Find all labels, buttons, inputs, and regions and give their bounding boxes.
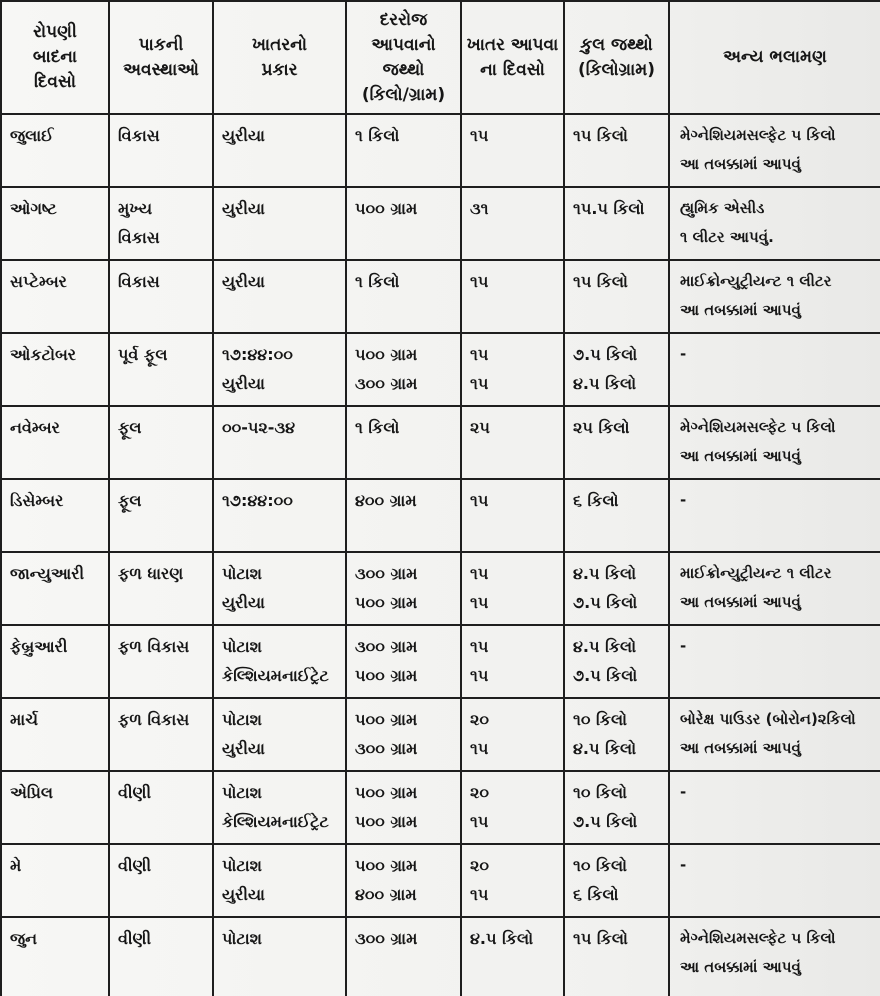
cell-days: ૧૫ [461, 260, 564, 333]
cell-fertilizer: યુરીયા [213, 187, 346, 260]
cell-stage: ફૂલ [109, 479, 213, 552]
cell-note: - [669, 479, 880, 552]
cell-daily-qty: ૩૦૦ ગ્રામ ૫૦૦ ગ્રામ [346, 552, 461, 625]
cell-month: ડિસેમ્બર [1, 479, 109, 552]
cell-days: ૨૦ ૧૫ [461, 698, 564, 771]
header-other-recommendation: અન્ય ભલામણ [669, 1, 880, 114]
header-crop-stage: પાકની અવસ્થાઓ [109, 1, 213, 114]
cell-total: ૧૫ કિલો [564, 917, 669, 996]
table-row [1, 625, 880, 698]
cell-total: ૧૫ કિલો [564, 260, 669, 333]
cell-total: ૪.૫ કિલો ૭.૫ કિલો [564, 625, 669, 698]
table-row [1, 187, 880, 260]
cell-days: ૩૧ [461, 187, 564, 260]
table-row [1, 479, 880, 552]
cell-stage: વીણી [109, 771, 213, 844]
cell-fertilizer: ૧૭:૪૪:૦૦ [213, 479, 346, 552]
cell-stage: પૂર્વ ફૂલ [109, 333, 213, 406]
cell-month: નવેમ્બર [1, 406, 109, 479]
cell-fertilizer: યુરીયા [213, 260, 346, 333]
cell-stage: વીણી [109, 844, 213, 917]
cell-days: ૨૦ ૧૫ [461, 771, 564, 844]
cell-fertilizer: પોટાશ યુરીયા [213, 844, 346, 917]
cell-month: સપ્ટેમ્બર [1, 260, 109, 333]
cell-month: ઓગષ્ટ [1, 187, 109, 260]
cell-note: બોરેક્ષ પાઉડર (બોરોન)૨કિલો આ તબક્કામાં આપવું [669, 698, 880, 771]
table-row [1, 114, 880, 187]
cell-note: માઈક્રોન્યુટ્રીયન્ટ ૧ લીટર આ તબક્કામાં આપવું [669, 552, 880, 625]
cell-stage: ફળ ધારણ [109, 552, 213, 625]
cell-note: માઈક્રોન્યુટ્રીયન્ટ ૧ લીટર આ તબક્કામાં આપવું [669, 260, 880, 333]
cell-stage: ફળ વિકાસ [109, 625, 213, 698]
cell-note: - [669, 625, 880, 698]
cell-daily-qty: ૫૦૦ ગ્રામ [346, 187, 461, 260]
cell-fertilizer: પોટાશ યુરીયા [213, 552, 346, 625]
cell-month: જુલાઈ [1, 114, 109, 187]
cell-note: મેગ્નેશિયમસલ્ફેટ ૫ કિલો આ તબક્કામાં આપવું [669, 406, 880, 479]
cell-daily-qty: ૫૦૦ ગ્રામ ૫૦૦ ગ્રામ [346, 771, 461, 844]
cell-month: ઓકટોબર [1, 333, 109, 406]
cell-note: - [669, 771, 880, 844]
cell-note: - [669, 333, 880, 406]
table-row [1, 333, 880, 406]
cell-fertilizer: ૦૦-૫૨-૩૪ [213, 406, 346, 479]
header-total-quantity: કુલ જથ્થો (કિલોગ્રામ) [564, 1, 669, 114]
cell-stage: ફૂલ [109, 406, 213, 479]
cell-daily-qty: ૧ કિલો [346, 406, 461, 479]
cell-fertilizer: પોટાશ યુરીયા [213, 698, 346, 771]
cell-daily-qty: ૧ કિલો [346, 114, 461, 187]
cell-note: મેગ્નેશિયમસલ્ફેટ ૫ કિલો આ તબક્કામાં આપવું [669, 917, 880, 996]
cell-daily-qty: ૧ કિલો [346, 260, 461, 333]
cell-days: ૧૫ ૧૫ [461, 552, 564, 625]
cell-daily-qty: ૩૦૦ ગ્રામ ૫૦૦ ગ્રામ [346, 625, 461, 698]
cell-month: જુન [1, 917, 109, 996]
cell-total: ૧૦ કિલો ૪.૫ કિલો [564, 698, 669, 771]
table-row [1, 552, 880, 625]
table-row [1, 844, 880, 917]
cell-days: ૧૫ ૧૫ [461, 333, 564, 406]
cell-total: ૭.૫ કિલો ૪.૫ કિલો [564, 333, 669, 406]
cell-total: ૧૦ કિલો ૭.૫ કિલો [564, 771, 669, 844]
cell-total: ૧૫ કિલો [564, 114, 669, 187]
header-days-after-planting: રોપણી બાદના દિવસો [1, 1, 109, 114]
cell-days: ૪.૫ કિલો [461, 917, 564, 996]
cell-total: ૪.૫ કિલો ૭.૫ કિલો [564, 552, 669, 625]
table-row [1, 917, 880, 996]
cell-total: ૬ કિલો [564, 479, 669, 552]
cell-note: મેગ્નેશિયમસલ્ફેટ ૫ કિલો આ તબક્કામાં આપવું [669, 114, 880, 187]
cell-month: એપ્રિલ [1, 771, 109, 844]
cell-total: ૧૦ કિલો ૬ કિલો [564, 844, 669, 917]
cell-days: ૨૫ [461, 406, 564, 479]
table-row [1, 698, 880, 771]
cell-total: ૧૫.૫ કિલો [564, 187, 669, 260]
cell-fertilizer: ૧૭:૪૪:૦૦ યુરીયા [213, 333, 346, 406]
cell-daily-qty: ૩૦૦ ગ્રામ [346, 917, 461, 996]
cell-daily-qty: ૪૦૦ ગ્રામ [346, 479, 461, 552]
table-row [1, 260, 880, 333]
cell-stage: ફળ વિકાસ [109, 698, 213, 771]
cell-stage: મુખ્ય વિકાસ [109, 187, 213, 260]
table-header-row [1, 1, 880, 114]
cell-fertilizer: યુરીયા [213, 114, 346, 187]
header-fertilizer-type: ખાતરનો પ્રકાર [213, 1, 346, 114]
cell-days: ૧૫ [461, 114, 564, 187]
header-application-days: ખાતર આપવા ના દિવસો [461, 1, 564, 114]
cell-month: ફેબ્રુઆરી [1, 625, 109, 698]
cell-month: મે [1, 844, 109, 917]
cell-days: ૧૫ ૧૫ [461, 625, 564, 698]
cell-note: હ્યુમિક એસીડ ૧ લીટર આપવું. [669, 187, 880, 260]
cell-days: ૧૫ [461, 479, 564, 552]
cell-fertilizer: પોટાશ કેલ્શિયમનાઈટ્રેટ [213, 771, 346, 844]
cell-days: ૨૦ ૧૫ [461, 844, 564, 917]
cell-month: માર્ચ [1, 698, 109, 771]
cell-stage: વીણી [109, 917, 213, 996]
cell-fertilizer: પોટાશ કેલ્શિયમનાઈટ્રેટ [213, 625, 346, 698]
cell-daily-qty: ૫૦૦ ગ્રામ ૩૦૦ ગ્રામ [346, 333, 461, 406]
cell-fertilizer: પોટાશ [213, 917, 346, 996]
table-row [1, 406, 880, 479]
cell-stage: વિકાસ [109, 260, 213, 333]
cell-daily-qty: ૫૦૦ ગ્રામ ૩૦૦ ગ્રામ [346, 698, 461, 771]
cell-stage: વિકાસ [109, 114, 213, 187]
table-row [1, 771, 880, 844]
cell-note: - [669, 844, 880, 917]
cell-total: ૨૫ કિલો [564, 406, 669, 479]
header-daily-quantity: દરરોજ આપવાનો જથ્થો (કિલો/ગ્રામ) [346, 1, 461, 114]
cell-month: જાન્યુઆરી [1, 552, 109, 625]
cell-daily-qty: ૫૦૦ ગ્રામ ૪૦૦ ગ્રામ [346, 844, 461, 917]
